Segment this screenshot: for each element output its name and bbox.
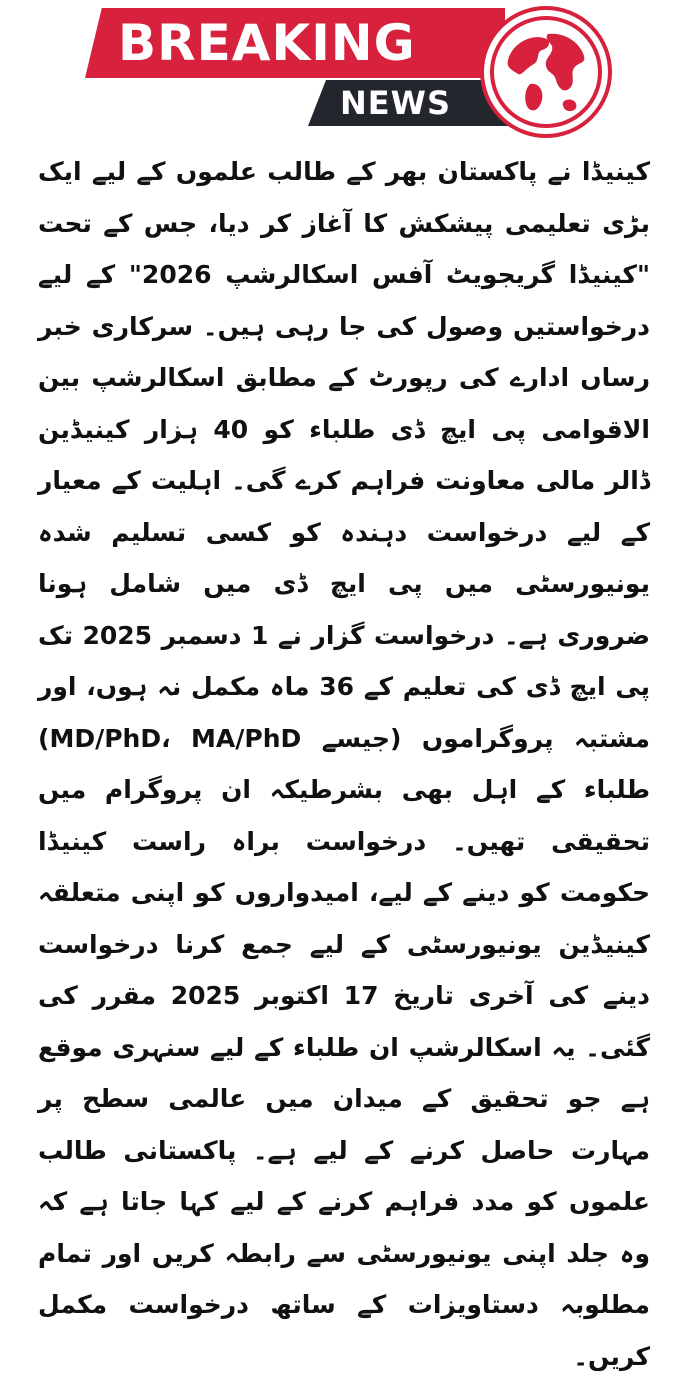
breaking-news-banner xyxy=(0,0,683,140)
article-body: کینیڈا نے پاکستان بھر کے طالب علموں کے لیے ایک بڑی تعلیمی پیشکش کا آغاز کر دیا، جس کے تحت "کینیڈا گریجویٹ آفس اسکالرشپ 2026" کے لیے درخواستیں وصول کی جا رہی ہیں۔ سرکاری خبر رساں ادارے کی رپورٹ کے مطابق اسکالرشپ بین الاقوامی پی ایچ ڈی طلباء کو 40 ہزار کینیڈین ڈالر مالی معاونت فراہم کرے گی۔ اہلیت کے معیار کے لیے درخواست دہندہ کو کسی تسلیم شدہ یونیورسٹی میں پی ایچ ڈی میں شامل ہونا ضروری ہے۔ درخواست گزار نے 1 دسمبر 2025 تک پی ایچ ڈی کی تعلیم کے 36 ماہ مکمل نہ ہوں، اور مشتبہ پروگراموں (جیسے MD/PhD، MA/PhD) طلباء کے اہل بھی بشرطیکہ ان پروگرام میں تحقیقی تھیں۔ درخواست براہ راست کینیڈا حکومت کو دینے کے لیے، امیدواروں کو اپنی متعلقہ کینیڈین یونیورسٹی کے لیے جمع کرنا درخواست دینے کی آخری تاریخ 17 اکتوبر 2025 مقرر کی گئی۔ یہ اسکالرشپ ان طلباء کے لیے سنہری موقع ہے جو تحقیق کے میدان میں عالمی سطح پر مہارت حاصل کرنے کے لیے ہے۔ پاکستانی طالب علموں کو مدد فراہم کرنے کے لیے کہا جاتا ہے کہ وہ جلد اپنی یونیورسٹی سے رابطہ کریں اور تمام مطلوبہ دستاویزات کے ساتھ درخواست مکمل کریں۔ xyxy=(38,157,651,1371)
globe-icon xyxy=(478,4,614,140)
banner-title: BREAKING xyxy=(118,14,416,72)
article xyxy=(38,146,651,1371)
banner-subtitle: NEWS xyxy=(340,84,451,122)
